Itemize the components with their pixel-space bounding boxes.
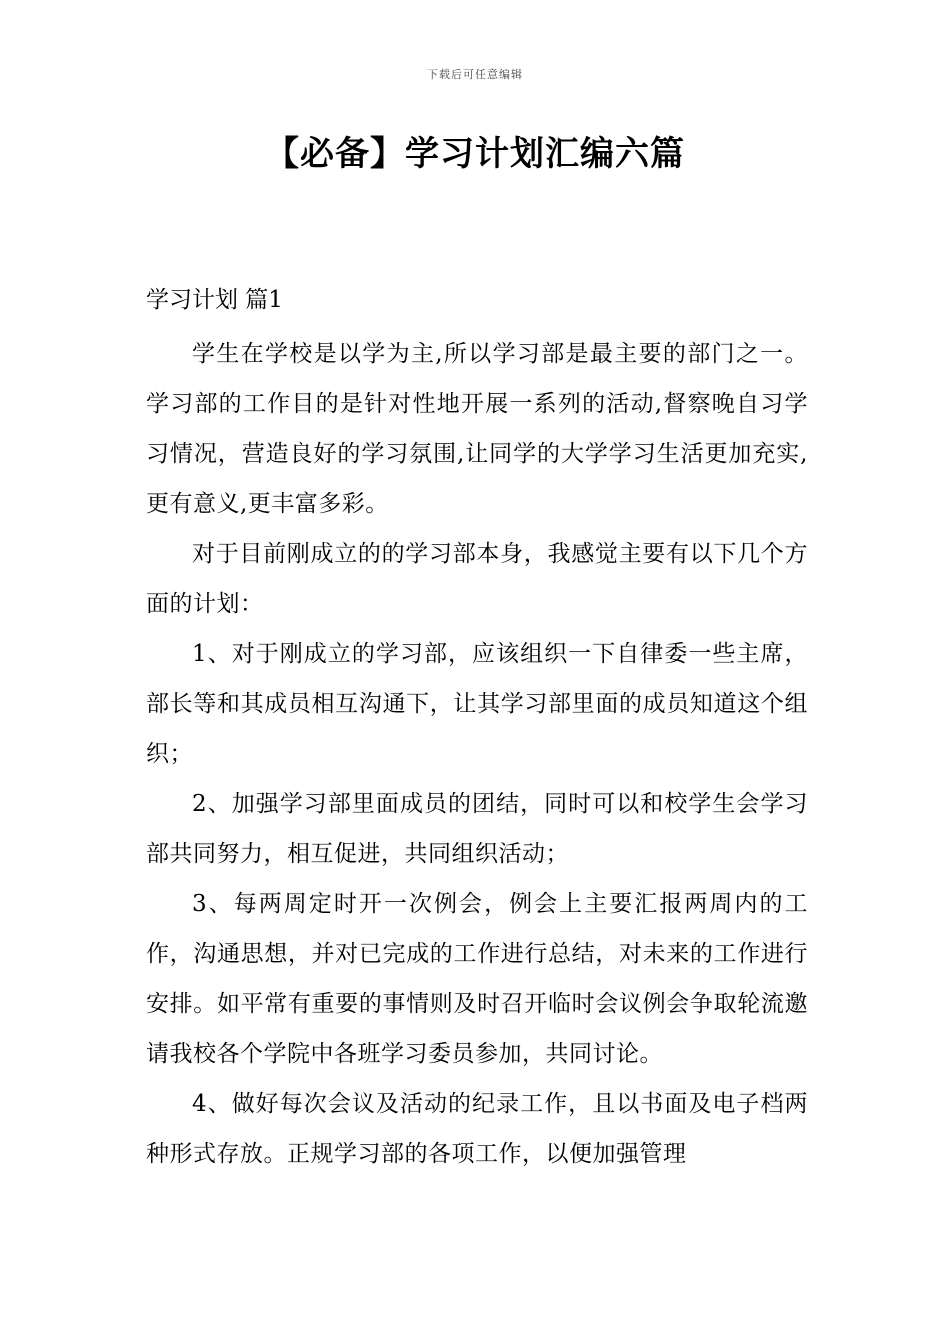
- paragraph-4: 2、加强学习部里面成员的团结，同时可以和校学生会学习部共同努力，相互促进，共同组织活动；: [146, 791, 808, 867]
- header-note: 下载后可任意编辑: [427, 68, 523, 81]
- paragraph-3: 1、对于刚成立的学习部，应该组织一下自律委一些主席，部长等和其成员相互沟通下，让其学习部里面的成员知道这个组织；: [146, 641, 808, 767]
- paragraph-1: 学生在学校是以学为主,所以学习部是最主要的部门之一。学习部的工作目的是针对性地开展一系列的活动,督察晚自习学习情况，营造良好的学习氛围,让同学的大学学习生活更加充实,更有意义,更丰富多彩。: [146, 341, 808, 517]
- paragraph-2: 对于目前刚成立的的学习部本身，我感觉主要有以下几个方面的计划：: [146, 541, 808, 617]
- document-title: 【必备】学习计划汇编六篇: [265, 134, 685, 174]
- document-body: [146, 280, 808, 1179]
- section-heading: 学习计划 篇1: [146, 287, 283, 313]
- paragraph-5: 3、每两周定时开一次例会，例会上主要汇报两周内的工作，沟通思想，并对已完成的工作进行总结，对未来的工作进行安排。如平常有重要的事情则及时召开临时会议例会争取轮流邀请我校各个学院中各班学习委员参加，共同讨论。: [146, 891, 808, 1067]
- paragraph-6: 4、做好每次会议及活动的纪录工作，且以书面及电子档两种形式存放。正规学习部的各项工作，以便加强管理: [146, 1091, 808, 1167]
